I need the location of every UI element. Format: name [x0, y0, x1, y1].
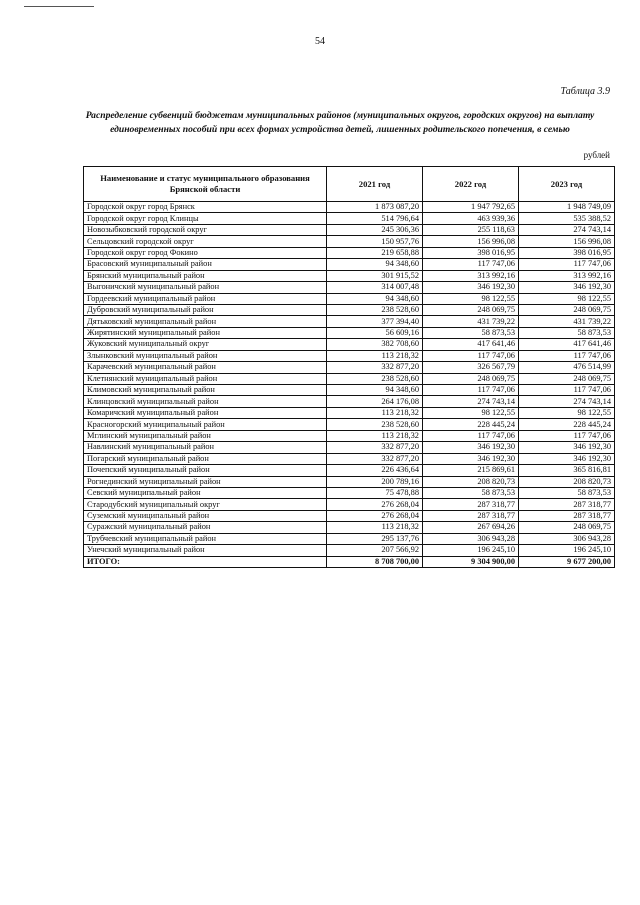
table-row — [84, 453, 615, 464]
table-row — [84, 362, 615, 373]
row-name: Сельцовский городской округ — [84, 236, 327, 247]
table-row — [84, 236, 615, 247]
row-2023: 306 943,28 — [519, 533, 615, 544]
total-label: ИТОГО: — [84, 556, 327, 567]
row-2023: 346 192,30 — [519, 282, 615, 293]
total-2023: 9 677 200,00 — [519, 556, 615, 567]
row-name: Городской округ город Брянск — [84, 202, 327, 213]
row-2021: 150 957,76 — [327, 236, 423, 247]
row-2023: 58 873,53 — [519, 327, 615, 338]
row-2023: 117 747,06 — [519, 350, 615, 361]
row-2022: 228 445,24 — [423, 419, 519, 430]
row-name: Комаричский муниципальный район — [84, 407, 327, 418]
row-2021: 113 218,32 — [327, 522, 423, 533]
row-2023: 398 016,95 — [519, 247, 615, 258]
row-2022: 208 820,73 — [423, 476, 519, 487]
row-2022: 117 747,06 — [423, 430, 519, 441]
row-2022: 326 567,79 — [423, 362, 519, 373]
row-2021: 94 348,60 — [327, 293, 423, 304]
row-2022: 267 694,26 — [423, 522, 519, 533]
row-2021: 113 218,32 — [327, 430, 423, 441]
row-2021: 56 609,16 — [327, 327, 423, 338]
row-2021: 514 796,64 — [327, 213, 423, 224]
row-name: Мглинский муниципальный район — [84, 430, 327, 441]
table-row — [84, 476, 615, 487]
row-2021: 332 877,20 — [327, 453, 423, 464]
header-name: Наименование и статус муниципального образования Брянской области — [84, 167, 327, 202]
row-name: Почепский муниципальный район — [84, 465, 327, 476]
table-row — [84, 499, 615, 510]
table-number: Таблица 3.9 — [560, 86, 610, 97]
row-name: Городской округ город Клинцы — [84, 213, 327, 224]
table-row — [84, 419, 615, 430]
table-row — [84, 316, 615, 327]
row-2022: 58 873,53 — [423, 327, 519, 338]
table-row — [84, 407, 615, 418]
row-name: Трубчевский муниципальный район — [84, 533, 327, 544]
row-2021: 276 268,04 — [327, 499, 423, 510]
header-2022: 2022 год — [423, 167, 519, 202]
table-title: Распределение субвенций бюджетам муниципальных районов (муниципальных округов, городских округов) на выплату единовременных пособий при всех формах устройства детей, лишенных родительского попечения, в семью — [85, 110, 595, 135]
row-2022: 463 939,36 — [423, 213, 519, 224]
row-name: Брянский муниципальный район — [84, 270, 327, 281]
row-2022: 117 747,06 — [423, 385, 519, 396]
row-2022: 255 118,63 — [423, 224, 519, 235]
row-2023: 117 747,06 — [519, 385, 615, 396]
row-2023: 228 445,24 — [519, 419, 615, 430]
table-row — [84, 510, 615, 521]
row-2023: 98 122,55 — [519, 293, 615, 304]
row-2022: 98 122,55 — [423, 407, 519, 418]
table-row — [84, 282, 615, 293]
row-name: Выгоничский муниципальный район — [84, 282, 327, 293]
row-2022: 98 122,55 — [423, 293, 519, 304]
row-name: Рогнединский муниципальный район — [84, 476, 327, 487]
row-2022: 274 743,14 — [423, 396, 519, 407]
row-2021: 75 478,88 — [327, 487, 423, 498]
row-2023: 431 739,22 — [519, 316, 615, 327]
row-2022: 248 069,75 — [423, 304, 519, 315]
subsidy-table — [83, 166, 615, 568]
row-2023: 208 820,73 — [519, 476, 615, 487]
row-2021: 113 218,32 — [327, 350, 423, 361]
row-2023: 274 743,14 — [519, 224, 615, 235]
row-2022: 398 016,95 — [423, 247, 519, 258]
row-2023: 365 816,81 — [519, 465, 615, 476]
table-row — [84, 270, 615, 281]
row-2021: 264 176,08 — [327, 396, 423, 407]
table-row — [84, 213, 615, 224]
total-2022: 9 304 900,00 — [423, 556, 519, 567]
row-2022: 346 192,30 — [423, 282, 519, 293]
table-row — [84, 259, 615, 270]
table-row — [84, 247, 615, 258]
row-2022: 196 245,10 — [423, 545, 519, 556]
row-2022: 117 747,06 — [423, 350, 519, 361]
row-2022: 417 641,46 — [423, 339, 519, 350]
header-2023: 2023 год — [519, 167, 615, 202]
row-name: Гордеевский муниципальный район — [84, 293, 327, 304]
table-row — [84, 465, 615, 476]
table-row — [84, 304, 615, 315]
row-2021: 332 877,20 — [327, 362, 423, 373]
row-name: Карачевский муниципальный район — [84, 362, 327, 373]
row-2023: 156 996,08 — [519, 236, 615, 247]
table-row — [84, 293, 615, 304]
row-name: Городской округ город Фокино — [84, 247, 327, 258]
row-2021: 382 708,60 — [327, 339, 423, 350]
units-label: рублей — [583, 150, 610, 160]
row-name: Злынковский муниципальный район — [84, 350, 327, 361]
row-2022: 306 943,28 — [423, 533, 519, 544]
row-2022: 248 069,75 — [423, 373, 519, 384]
row-2022: 1 947 792,65 — [423, 202, 519, 213]
row-2023: 287 318,77 — [519, 510, 615, 521]
total-row — [84, 556, 615, 567]
row-name: Стародубский муниципальный округ — [84, 499, 327, 510]
row-2023: 248 069,75 — [519, 304, 615, 315]
row-name: Клинцовский муниципальный район — [84, 396, 327, 407]
row-name: Жуковский муниципальный округ — [84, 339, 327, 350]
table-row — [84, 522, 615, 533]
row-2022: 431 739,22 — [423, 316, 519, 327]
row-2023: 287 318,77 — [519, 499, 615, 510]
table-row — [84, 339, 615, 350]
table-row — [84, 327, 615, 338]
top-rule — [24, 6, 94, 7]
page-number: 54 — [315, 36, 325, 47]
row-2022: 346 192,30 — [423, 453, 519, 464]
row-2022: 117 747,06 — [423, 259, 519, 270]
row-2021: 207 566,92 — [327, 545, 423, 556]
row-2023: 1 948 749,09 — [519, 202, 615, 213]
row-name: Брасовский муниципальный район — [84, 259, 327, 270]
row-2021: 314 007,48 — [327, 282, 423, 293]
row-2023: 98 122,55 — [519, 407, 615, 418]
row-2023: 535 388,52 — [519, 213, 615, 224]
row-2021: 200 789,16 — [327, 476, 423, 487]
row-name: Красногорский муниципальный район — [84, 419, 327, 430]
table-row — [84, 533, 615, 544]
row-name: Унечский муниципальный район — [84, 545, 327, 556]
row-2023: 117 747,06 — [519, 259, 615, 270]
row-2022: 346 192,30 — [423, 442, 519, 453]
row-2021: 238 528,60 — [327, 419, 423, 430]
row-name: Дятьковский муниципальный район — [84, 316, 327, 327]
row-2023: 117 747,06 — [519, 430, 615, 441]
table-row — [84, 396, 615, 407]
row-2023: 417 641,46 — [519, 339, 615, 350]
row-2021: 276 268,04 — [327, 510, 423, 521]
row-2022: 287 318,77 — [423, 499, 519, 510]
row-2023: 58 873,53 — [519, 487, 615, 498]
table-body — [84, 202, 615, 557]
total-2021: 8 708 700,00 — [327, 556, 423, 567]
row-2022: 156 996,08 — [423, 236, 519, 247]
table-row — [84, 487, 615, 498]
row-2021: 377 394,40 — [327, 316, 423, 327]
row-2021: 1 873 087,20 — [327, 202, 423, 213]
table-row — [84, 373, 615, 384]
row-2023: 248 069,75 — [519, 522, 615, 533]
row-name: Жирятинский муниципальный район — [84, 327, 327, 338]
header-2021: 2021 год — [327, 167, 423, 202]
row-2021: 245 306,36 — [327, 224, 423, 235]
row-2022: 287 318,77 — [423, 510, 519, 521]
row-2023: 346 192,30 — [519, 453, 615, 464]
row-name: Новозыбковский городской округ — [84, 224, 327, 235]
table-row — [84, 385, 615, 396]
row-2021: 94 348,60 — [327, 385, 423, 396]
row-2021: 301 915,52 — [327, 270, 423, 281]
row-2021: 226 436,64 — [327, 465, 423, 476]
row-2023: 313 992,16 — [519, 270, 615, 281]
table-row — [84, 430, 615, 441]
row-2021: 238 528,60 — [327, 304, 423, 315]
row-name: Погарский муниципальный район — [84, 453, 327, 464]
row-name: Суражский муниципальный район — [84, 522, 327, 533]
row-name: Суземский муниципальный район — [84, 510, 327, 521]
row-2023: 248 069,75 — [519, 373, 615, 384]
row-2021: 94 348,60 — [327, 259, 423, 270]
row-name: Севский муниципальный район — [84, 487, 327, 498]
row-2023: 346 192,30 — [519, 442, 615, 453]
row-name: Навлинский муниципальный район — [84, 442, 327, 453]
row-2022: 313 992,16 — [423, 270, 519, 281]
row-name: Климовский муниципальный район — [84, 385, 327, 396]
row-2021: 295 137,76 — [327, 533, 423, 544]
table-row — [84, 350, 615, 361]
row-2022: 215 869,61 — [423, 465, 519, 476]
row-2021: 219 658,88 — [327, 247, 423, 258]
row-2022: 58 873,53 — [423, 487, 519, 498]
table-row — [84, 224, 615, 235]
row-2021: 332 877,20 — [327, 442, 423, 453]
row-2021: 238 528,60 — [327, 373, 423, 384]
row-2023: 476 514,99 — [519, 362, 615, 373]
row-name: Клетнянский муниципальный район — [84, 373, 327, 384]
row-2023: 274 743,14 — [519, 396, 615, 407]
table-row — [84, 202, 615, 213]
row-2023: 196 245,10 — [519, 545, 615, 556]
row-2021: 113 218,32 — [327, 407, 423, 418]
table-row — [84, 442, 615, 453]
table-header-row — [84, 167, 615, 202]
table-row — [84, 545, 615, 556]
row-name: Дубровский муниципальный район — [84, 304, 327, 315]
